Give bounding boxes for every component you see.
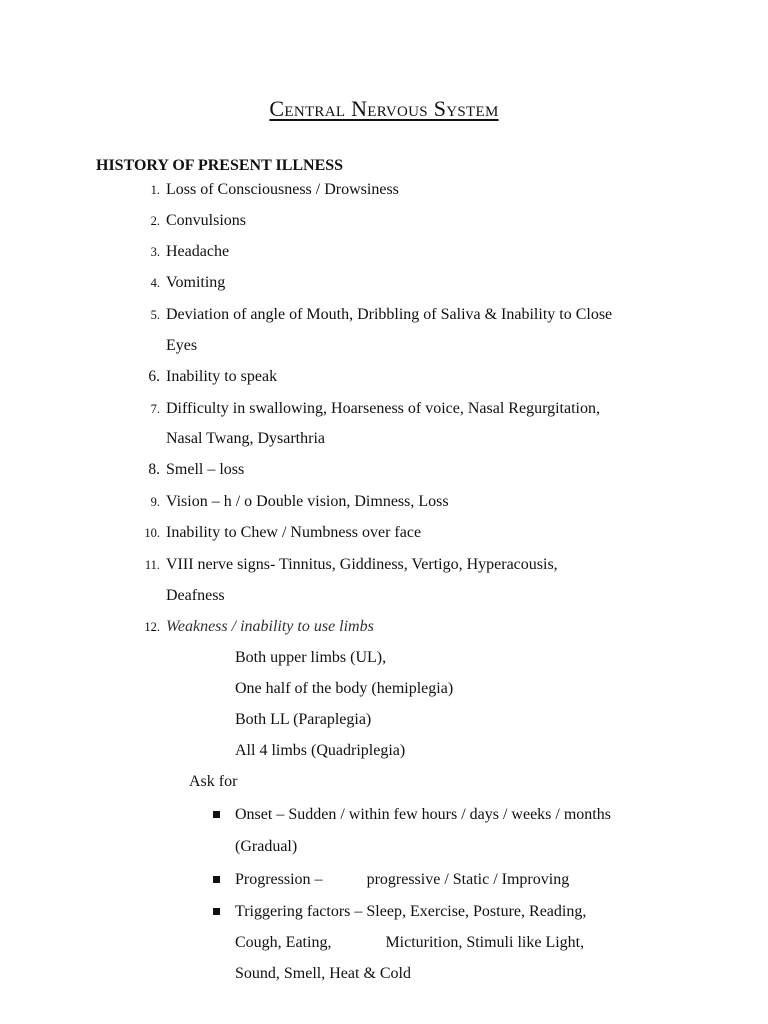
ask-for-label: Ask for	[189, 773, 238, 790]
limb-type: Both upper limbs (UL),	[235, 649, 387, 666]
list-item: Inability to speak	[166, 368, 278, 385]
list-item: Vision – h / o Double vision, Dimness, Loss	[166, 493, 449, 510]
list-item: Vomiting	[166, 274, 226, 291]
limb-type: Both LL (Paraplegia)	[235, 711, 372, 728]
bullet-marker	[213, 876, 220, 883]
list-item: Inability to Chew / Numbness over face	[166, 524, 422, 541]
item-number: 5.	[150, 308, 160, 322]
list-item: Deviation of angle of Mouth, Dribbling of Saliva & Inability to Close	[166, 306, 613, 323]
list-item: VIII nerve signs- Tinnitus, Giddiness, Vertigo, Hyperacousis,	[166, 556, 558, 573]
bullet-marker	[213, 811, 220, 818]
item-number: 8.	[148, 461, 160, 478]
bullet-item-continuation: Sound, Smell, Heat & Cold	[235, 965, 411, 982]
bullet-marker	[213, 908, 220, 915]
bullet-item: Onset – Sudden / within few hours / days / weeks / months	[235, 806, 611, 823]
list-item: Headache	[166, 243, 230, 260]
bullet-item: Triggering factors – Sleep, Exercise, Posture, Reading,	[235, 903, 587, 920]
limb-type: All 4 limbs (Quadriplegia)	[235, 742, 406, 759]
limb-type: One half of the body (hemiplegia)	[235, 680, 454, 697]
bullet-item-detail: progressive / Static / Improving	[366, 871, 570, 888]
list-item-continuation: Deafness	[166, 587, 225, 604]
item-number: 11.	[144, 558, 160, 572]
bullet-item-continuation	[235, 934, 584, 952]
bullet-item-part: Cough, Eating,	[235, 934, 332, 951]
bullet-item-lead: Progression –	[235, 871, 323, 888]
item-number: 2.	[150, 214, 160, 228]
item-number: 1.	[150, 183, 160, 197]
list-item-continuation: Eyes	[166, 337, 198, 354]
bullet-item	[235, 871, 569, 889]
section-heading: HISTORY OF PRESENT ILLNESS	[96, 157, 344, 174]
item-number: 6.	[148, 368, 160, 385]
list-item: Smell – loss	[166, 461, 245, 478]
item-number: 10.	[144, 526, 160, 540]
item-number: 4.	[150, 276, 160, 290]
bullet-item-part: Micturition, Stimuli like Light,	[385, 934, 585, 951]
list-item: Loss of Consciousness / Drowsiness	[166, 181, 399, 198]
page-title: Central Nervous System	[269, 96, 499, 121]
item-number: 3.	[150, 245, 160, 259]
item-number: 9.	[150, 495, 160, 509]
list-item-continuation: Nasal Twang, Dysarthria	[166, 430, 325, 447]
item-number: 12.	[144, 620, 160, 634]
bullet-item-continuation: (Gradual)	[235, 838, 298, 855]
list-item: Difficulty in swallowing, Hoarseness of voice, Nasal Regurgitation,	[166, 400, 600, 417]
list-item: Convulsions	[166, 212, 247, 229]
item-number: 7.	[150, 402, 160, 416]
list-item: Weakness / inability to use limbs	[166, 618, 374, 635]
